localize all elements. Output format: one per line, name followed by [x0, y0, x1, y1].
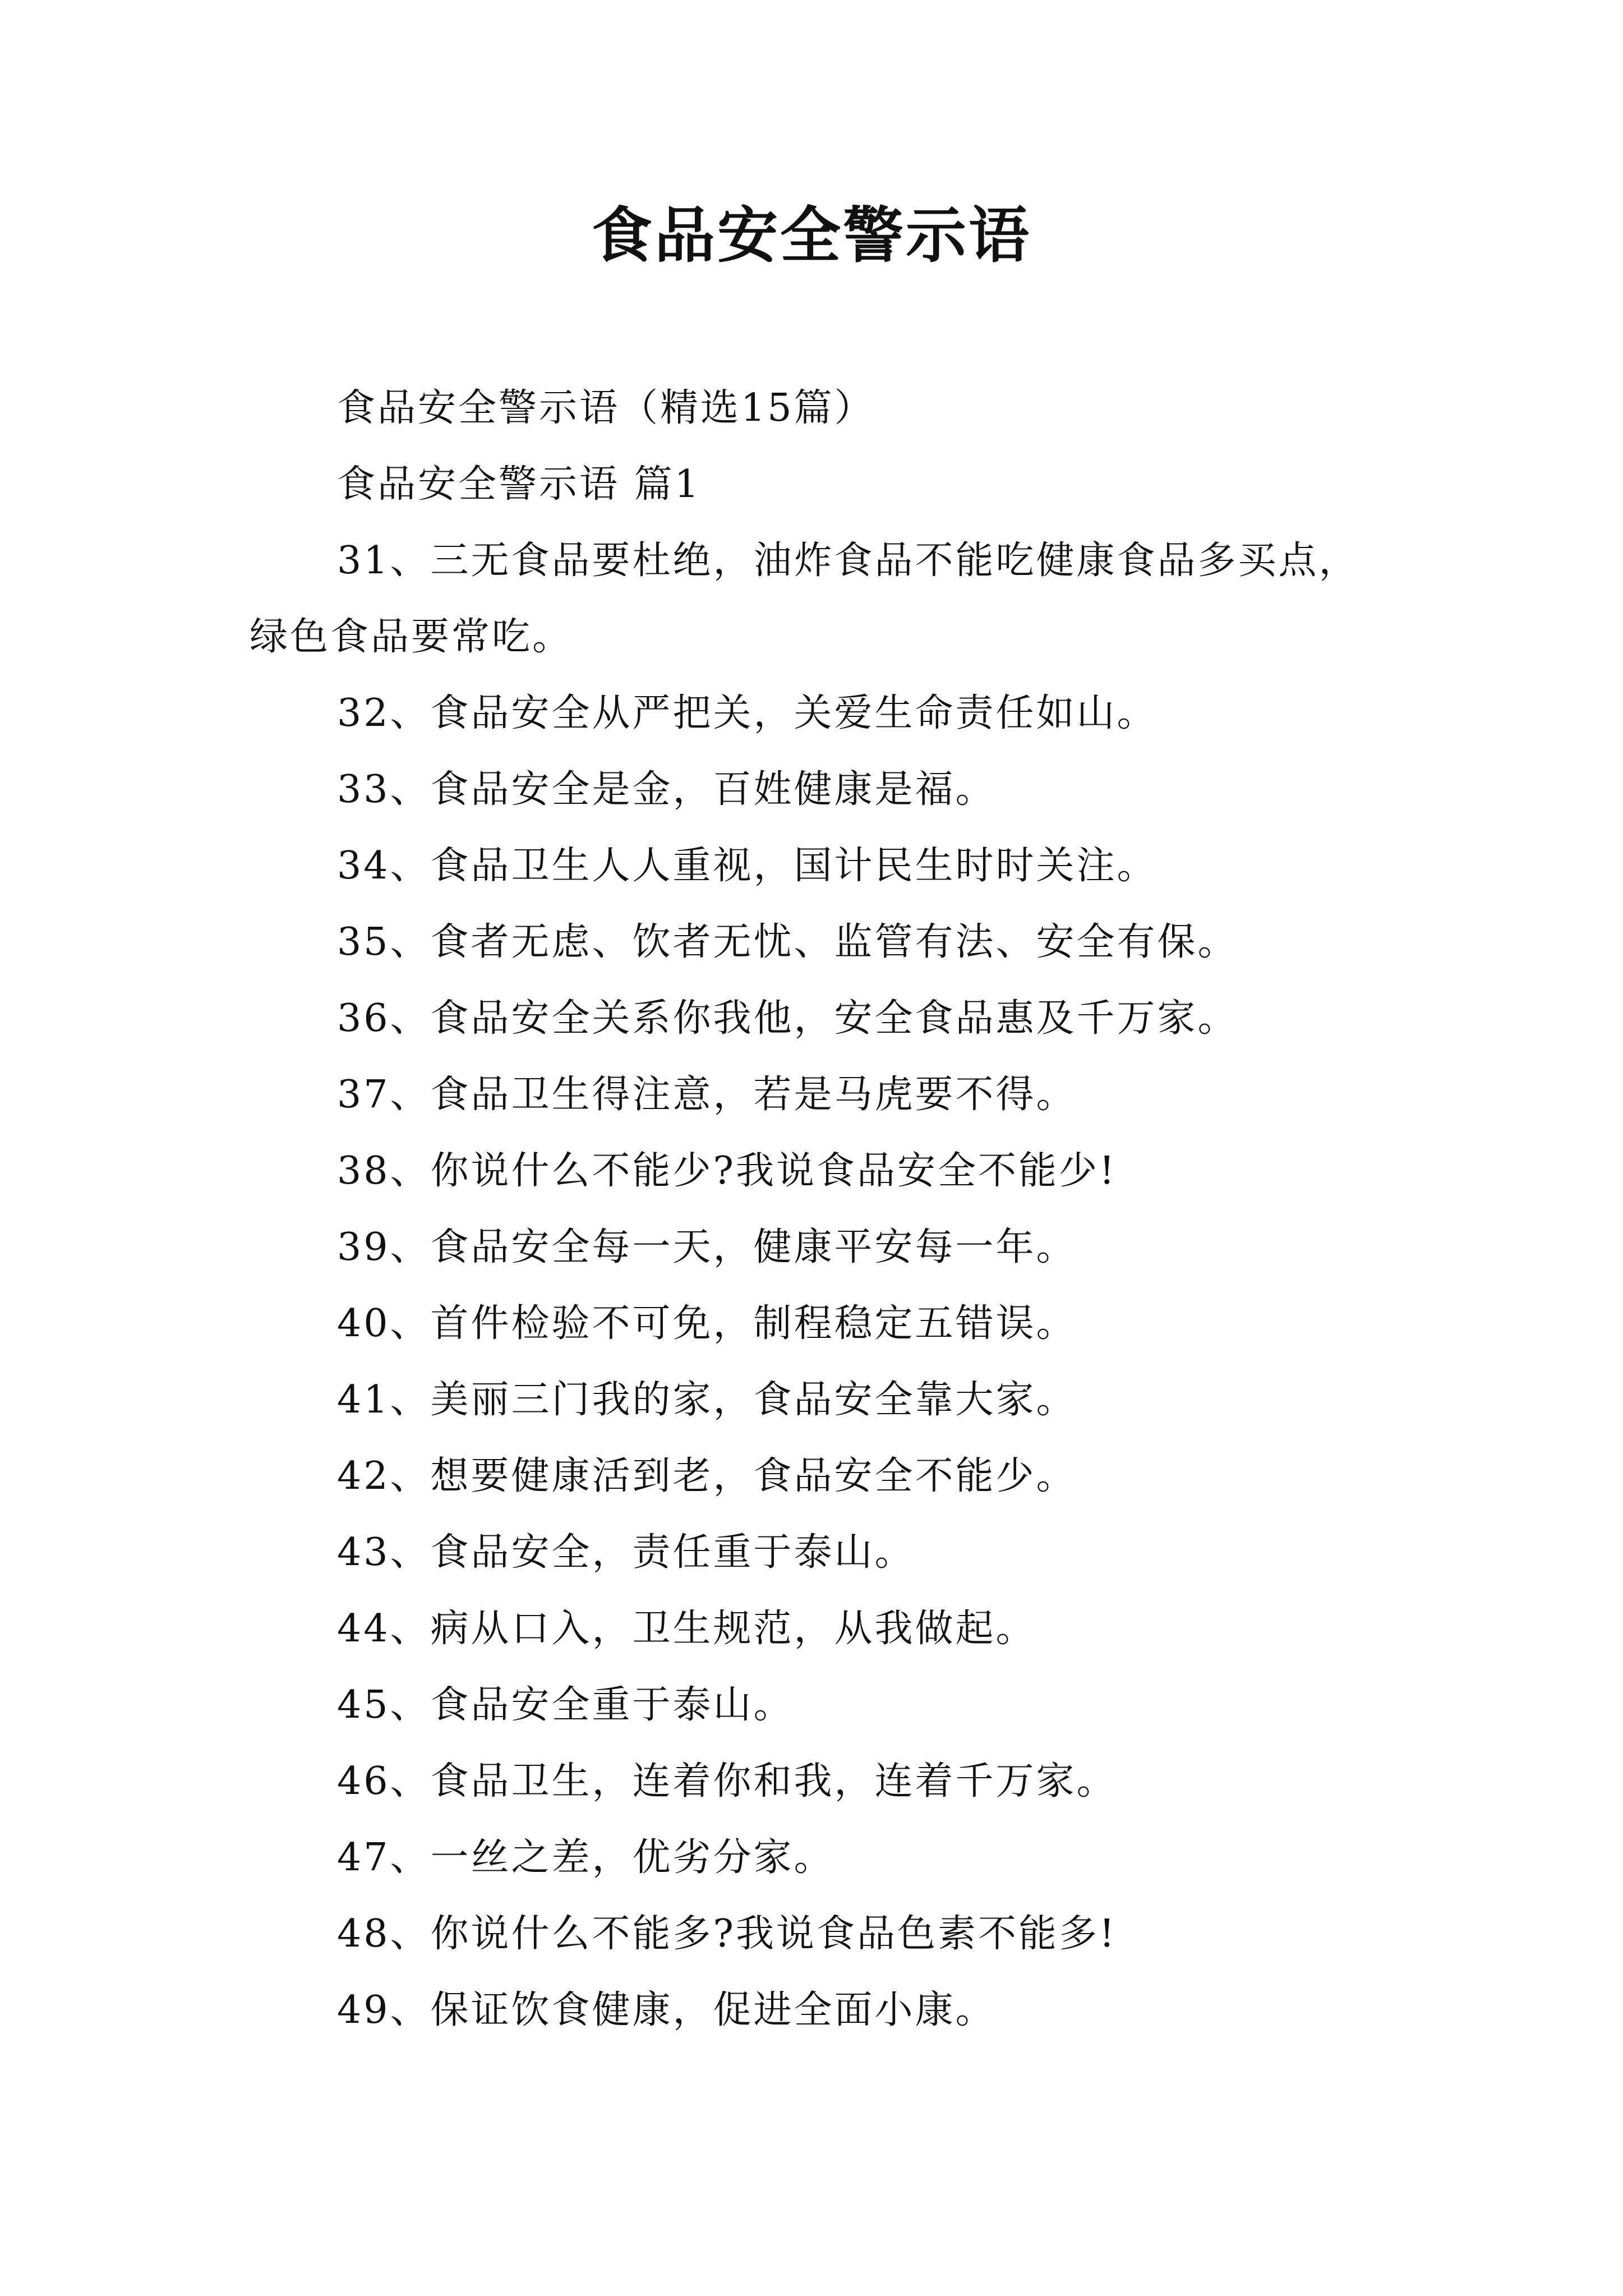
slogan-46: 46、食品卫生，连着你和我，连着千万家。 [337, 1759, 1117, 1803]
document-body [250, 370, 1394, 2049]
slogan-40: 40、首件检验不可免，制程稳定五错误。 [337, 1301, 1077, 1346]
slogan-47: 47、一丝之差，优劣分家。 [337, 1835, 834, 1880]
slogan-48: 48、你说什么不能多?我说食品色素不能多! [337, 1912, 1117, 1956]
section-heading: 食品安全警示语 篇1 [337, 462, 701, 507]
slogan-38: 38、你说什么不能少?我说食品安全不能少! [337, 1149, 1117, 1193]
document-title: 食品安全警示语 [591, 200, 1031, 271]
slogan-31: 31、三无食品要杜绝，油炸食品不能吃健康食品多买点，绿色食品要常吃。 [250, 539, 1359, 659]
slogan-33: 33、食品安全是金，百姓健康是福。 [337, 767, 996, 812]
slogan-44: 44、病从口入，卫生规范，从我做起。 [337, 1607, 1036, 1651]
slogan-34: 34、食品卫生人人重视，国计民生时时关注。 [337, 844, 1158, 888]
slogan-49: 49、保证饮食健康，促进全面小康。 [337, 1988, 996, 2032]
slogan-41: 41、美丽三门我的家，食品安全靠大家。 [337, 1378, 1077, 1422]
slogan-35: 35、食者无虑、饮者无忧、监管有法、安全有保。 [337, 920, 1238, 964]
slogan-32: 32、食品安全从严把关，关爱生命责任如山。 [337, 691, 1158, 735]
slogan-45: 45、食品安全重于泰山。 [337, 1683, 794, 1727]
slogan-43: 43、食品安全，责任重于泰山。 [337, 1530, 915, 1575]
slogan-36: 36、食品安全关系你我他，安全食品惠及千万家。 [337, 996, 1238, 1041]
slogan-39: 39、食品安全每一天，健康平安每一年。 [337, 1225, 1077, 1269]
slogan-37: 37、食品卫生得注意，若是马虎要不得。 [337, 1073, 1077, 1117]
subtitle-paragraph: 食品安全警示语（精选15篇） [337, 386, 875, 430]
slogan-42: 42、想要健康活到老，食品安全不能少。 [337, 1454, 1077, 1498]
